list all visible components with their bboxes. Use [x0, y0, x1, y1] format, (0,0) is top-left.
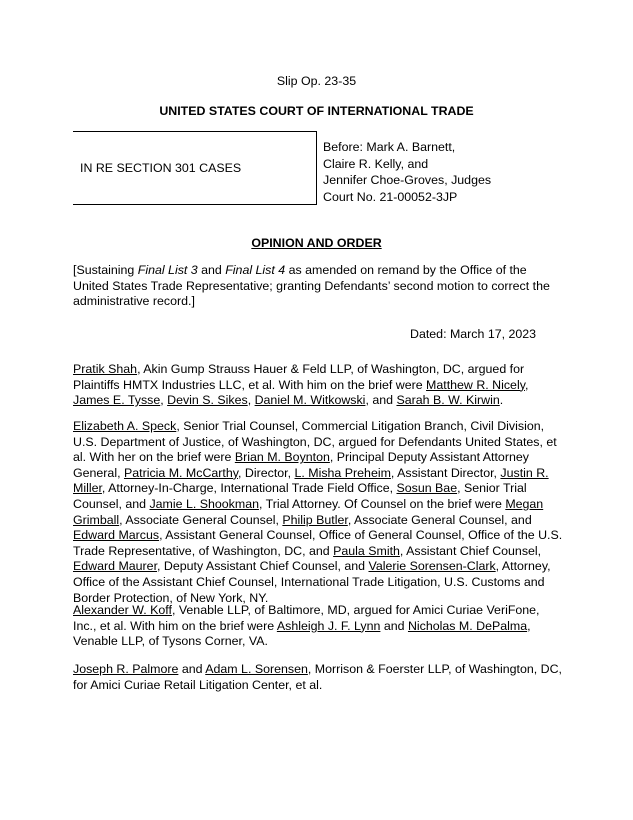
counsel-text: , Associate General Counsel, and	[347, 512, 532, 527]
counsel-amici-retail	[73, 662, 563, 693]
case-title: IN RE SECTION 301 CASES	[80, 161, 242, 175]
counsel-text: ,	[247, 393, 255, 408]
before-line: Claire R. Kelly, and	[323, 156, 429, 171]
attorney-name: Philip Butler	[282, 512, 348, 527]
attorney-name: James E. Tysse	[73, 393, 161, 408]
attorney-name: Daniel M. Witkowski	[254, 393, 366, 408]
counsel-plaintiffs	[73, 362, 563, 409]
attorney-name: Brian M. Boynton	[234, 450, 330, 465]
attorney-name: Sosun Bae	[396, 481, 458, 496]
attorney-name: Elizabeth A. Speck	[73, 419, 177, 433]
counsel-text: , Principal Deputy Assistant Attorney General,	[73, 450, 529, 480]
counsel-text: and	[380, 618, 408, 633]
attorney-name: Sarah B. W. Kirwin	[396, 393, 500, 408]
date-line: Dated: March 17, 2023	[410, 327, 537, 341]
attorney-name: Jamie L. Shookman	[149, 496, 259, 511]
counsel-text: , Attorney-In-Charge, International Trade Field Office,	[101, 481, 397, 496]
attorney-name: Adam L. Sorensen	[205, 662, 308, 676]
counsel-text: .	[499, 393, 504, 408]
attorney-name: Paula Smith	[333, 543, 400, 558]
counsel-defendants	[73, 419, 563, 606]
summary-text: and	[197, 263, 226, 277]
caption-vertical-rule	[316, 131, 317, 205]
caption-rule-top	[73, 131, 316, 132]
counsel-text: , Assistant General Counsel, Office of General Counsel, Office of the U.S. Trade Representative, of Washington, DC, and	[73, 528, 563, 558]
attorney-name: Edward Marcus	[73, 528, 160, 543]
counsel-text: , and	[365, 393, 397, 408]
counsel-text: , Attorney, Office of the Assistant Chief Counsel, International Trade Litigation, U.S. Customs and Border Protection, of New York, NY.	[73, 559, 551, 605]
attorney-name: Ashleigh J. F. Lynn	[276, 618, 381, 633]
counsel-text: , Senior Trial Counsel, and	[73, 481, 527, 511]
before-line: Jennifer Choe-Groves, Judges	[323, 173, 492, 187]
attorney-name: Joseph R. Palmore	[73, 662, 179, 676]
summary-text: [Sustaining	[73, 263, 138, 277]
attorney-name: Patricia M. McCarthy	[123, 465, 239, 480]
attorney-name: Pratik Shah	[73, 362, 138, 376]
attorney-name: Alexander W. Koff	[73, 603, 172, 617]
summary-paragraph	[73, 263, 563, 310]
counsel-text: , Akin Gump Strauss Hauer & Feld LLP, of Washington, DC, argued for Plaintiffs HMTX Industries LLC, et al. With him on the brief were	[73, 362, 525, 392]
counsel-text: , Venable LLP, of Tysons Corner, VA.	[73, 618, 531, 649]
panel-and-docket	[323, 139, 491, 205]
attorney-name: Megan Grimball	[73, 496, 544, 527]
summary-text: as amended on remand by the Office of the United States Trade Representative; granting Defendants’ second motion to correct the administrative record.]	[73, 263, 550, 309]
counsel-text: , Associate General Counsel,	[119, 512, 283, 527]
attorney-name: Edward Maurer	[73, 559, 158, 574]
counsel-text: , Assistant Chief Counsel,	[399, 543, 542, 558]
caption-rule-bottom	[73, 204, 316, 205]
attorney-name: Matthew R. Nicely	[426, 377, 525, 392]
counsel-text: , Senior Trial Counsel, Commercial Litigation Branch, Civil Division, U.S. Department of Justice, of Washington, DC, argued for Defendants United States, et al. With her on the brief were	[73, 419, 557, 465]
docket-number: Court No. 21-00052-3JP	[323, 189, 458, 204]
counsel-text: , Assistant Director,	[390, 465, 501, 480]
court-name: UNITED STATES COURT OF INTERNATIONAL TRADE	[159, 104, 474, 118]
counsel-text: , Director,	[238, 465, 295, 480]
final-list-4: Final List 4	[225, 263, 286, 277]
counsel-text: , Morrison & Foerster LLP, of Washington, DC, for Amici Curiae Retail Litigation Center, et al.	[73, 662, 562, 692]
attorney-name: Nicholas M. DePalma	[407, 618, 528, 633]
counsel-text: , Venable LLP, of Baltimore, MD, argued for Amici Curiae VeriFone, Inc., et al. With him on the brief were	[73, 603, 540, 633]
before-line: Before: Mark A. Barnett,	[323, 140, 456, 154]
counsel-amici-verifone	[73, 603, 563, 650]
attorney-name: Justin R. Miller	[73, 465, 549, 496]
counsel-text: ,	[160, 393, 168, 408]
opinion-heading: OPINION AND ORDER	[251, 236, 382, 250]
attorney-name: Devin S. Sikes	[167, 393, 248, 408]
attorney-name: L. Misha Preheim	[294, 465, 391, 480]
slip-op-number: Slip Op. 23-35	[276, 74, 357, 88]
counsel-text: ,	[524, 377, 529, 392]
final-list-3: Final List 3	[137, 263, 198, 277]
counsel-text: , Deputy Assistant Chief Counsel, and	[157, 559, 369, 574]
counsel-text: and	[178, 662, 206, 676]
attorney-name: Valerie Sorensen-Clark	[368, 559, 496, 574]
counsel-text: , Trial Attorney. Of Counsel on the brief were	[258, 496, 506, 511]
